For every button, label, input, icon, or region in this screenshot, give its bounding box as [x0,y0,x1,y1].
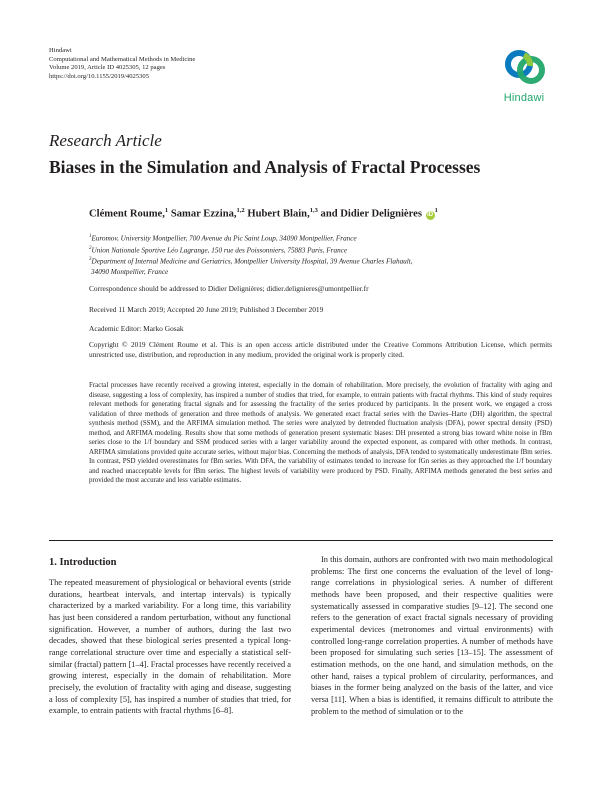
author-affil-ref: 1,2 [236,207,245,214]
section-heading: 1. Introduction [49,557,117,568]
affiliation-marker: 3 [89,257,92,263]
abstract: Fractal processes have recently received a growing interest, especially in the domain of rehabilitation. More precisely, the evolution of fractality with aging and disease, suggesting a loss of complexity, has inspired a number of studies that tried, for example, to entrain patients with fractal rhythms. This kind of study requires relevant methods for generating fractal signals and for assessing the fractality of the series produced by participants. In the present work, we engaged a cross validation of three methods of generation and three methods of analysis. We generated exact fractal series with the Davies–Harte (DH) algorithm, the spectral synthesis method (SSM), and the ARFIMA simulation method. The series were analyzed by detrended fluctuation analysis (DFA), power spectral density (PSD) method, and ARFIMA modeling. Results show that some methods of generation present systematic biases: DH presented a strong bias toward white noise in fBm series close to the 1/f boundary and SSM produced series with a larger variability around the expected exponent, as compared with other methods. In contrast, ARFIMA simulations provided quite accurate series, without major bias. Concerning the methods of analysis, DFA tended to systematically underestimate fBm series. In contrast, PSD yielded overestimates for fBm series. With DFA, the variability of estimates tended to increase for fGn series as they approached the 1/f boundary and reached unacceptable levels for fBm series. The highest levels of variability were produced by PSD. Finally, ARFIMA methods generated the best series and provided the most accurate and less variable estimates. [89,381,552,485]
journal-doi-link[interactable]: https://doi.org/10.1155/2019/4025305 [49,72,150,80]
affiliation-text: Department of Internal Medicine and Geriatrics, Montpellier University Hospital, 39 Avenue Charles Flahault, [91,257,413,266]
journal-volume: Volume 2019, Article ID 4025305, 12 pages [49,64,166,72]
affiliation-text: 34090 Montpellier, France [91,267,169,276]
author-affil-ref: 1,3 [309,207,318,214]
body-column-left [49,577,291,717]
affiliation-text: Union Nationale Sportive Léo Lagrange, 150 rue des Poissonniers, 75883 Paris, France [91,245,348,254]
body-paragraph: In this domain, authors are confronted with two main methodological problems: The first one concerns the evaluation of the level of long-range correlations in physiological series. A number of different methods have been proposed, and their respective qualities were systematically assessed in comparative studies [9–12]. The second one refers to the generation of exact fractal signals necessary of providing experimental devices (metronomes and virtual environments) with controlled long-range correlation properties. A number of methods have been proposed for simulating such series [13–15]. The assessment of estimation methods, on the one hand, and simulation methods, on the other hand, raises a typical problem of circularity, performances, and biases in the former being analyzed on the basis of the latter, and vice versa [11]. When a bias is identified, it remains difficult to attribute the problem to the method of simulation or to the [311,555,553,716]
affiliation-marker: 2 [89,245,92,251]
affiliations [89,232,413,277]
affiliation-item [89,255,413,267]
author-name[interactable]: Samar Ezzina, [170,208,237,220]
section-divider [49,540,553,541]
affiliation-text: Euromov, University Montpellier, 700 Avenue du Pic Saint Loup, 34090 Montpellier, France [91,234,357,243]
body-column-right [311,554,553,717]
author-name[interactable]: Clément Roume, [89,208,165,220]
publication-dates: Received 11 March 2019; Accepted 20 June 2019; Published 3 December 2019 [89,305,324,314]
article-type: Research Article [49,131,162,150]
orcid-icon[interactable]: iD [427,211,434,218]
author-name[interactable]: Hubert Blain, [247,208,310,220]
affiliation-item [89,267,413,277]
author-name[interactable]: and Didier Delignières [320,208,422,220]
copyright-notice: Copyright © 2019 Clément Roume et al. This is an open access article distributed under the Creative Commons Attribution License, which permits unrestricted use, distribution, and reproduction in any medium, provided the original work is properly cited. [89,340,552,359]
logo-wordmark: Hindawi [503,92,545,104]
author-affil-ref: 1 [164,207,169,214]
academic-editor: Academic Editor: Marko Gosak [89,324,184,333]
journal-publisher: Hindawi [49,47,72,54]
hindawi-rings-icon [494,44,554,92]
journal-info [49,47,195,81]
affiliation-item [89,244,413,256]
correspondence: Correspondence should be addressed to Didier Delignières; didier.delignieres@umontpellier.fr [89,284,369,293]
hindawi-logo [494,44,554,108]
author-list [89,207,438,220]
author-affil-ref: 1 [434,207,438,214]
article-title: Biases in the Simulation and Analysis of Fractal Processes [49,157,481,177]
affiliation-marker: 1 [89,234,92,239]
journal-name: Computational and Mathematical Methods in Medicine [49,55,196,63]
affiliation-item [89,232,413,244]
body-paragraph: The repeated measurement of physiological or behavioral events (stride durations, heartbeat intervals, and intertap intervals) is typically characterized by a marked variability. For a long time, this variability has just been considered a random perturbation, without any functional signification. However, a number of authors, during the last two decades, showed that these biological series presented a typical long-range correlational structure over time and especially a statistical self-similar (fractal) pattern [1–4]. Fractal processes have recently received a growing interest, especially in the domain of rehabilitation. More precisely, the evolution of fractality with aging and disease, suggesting a loss of complexity [5], has inspired a number of studies that tried, for example, to entrain patients with fractal rhythms [6–8]. [49,578,291,716]
